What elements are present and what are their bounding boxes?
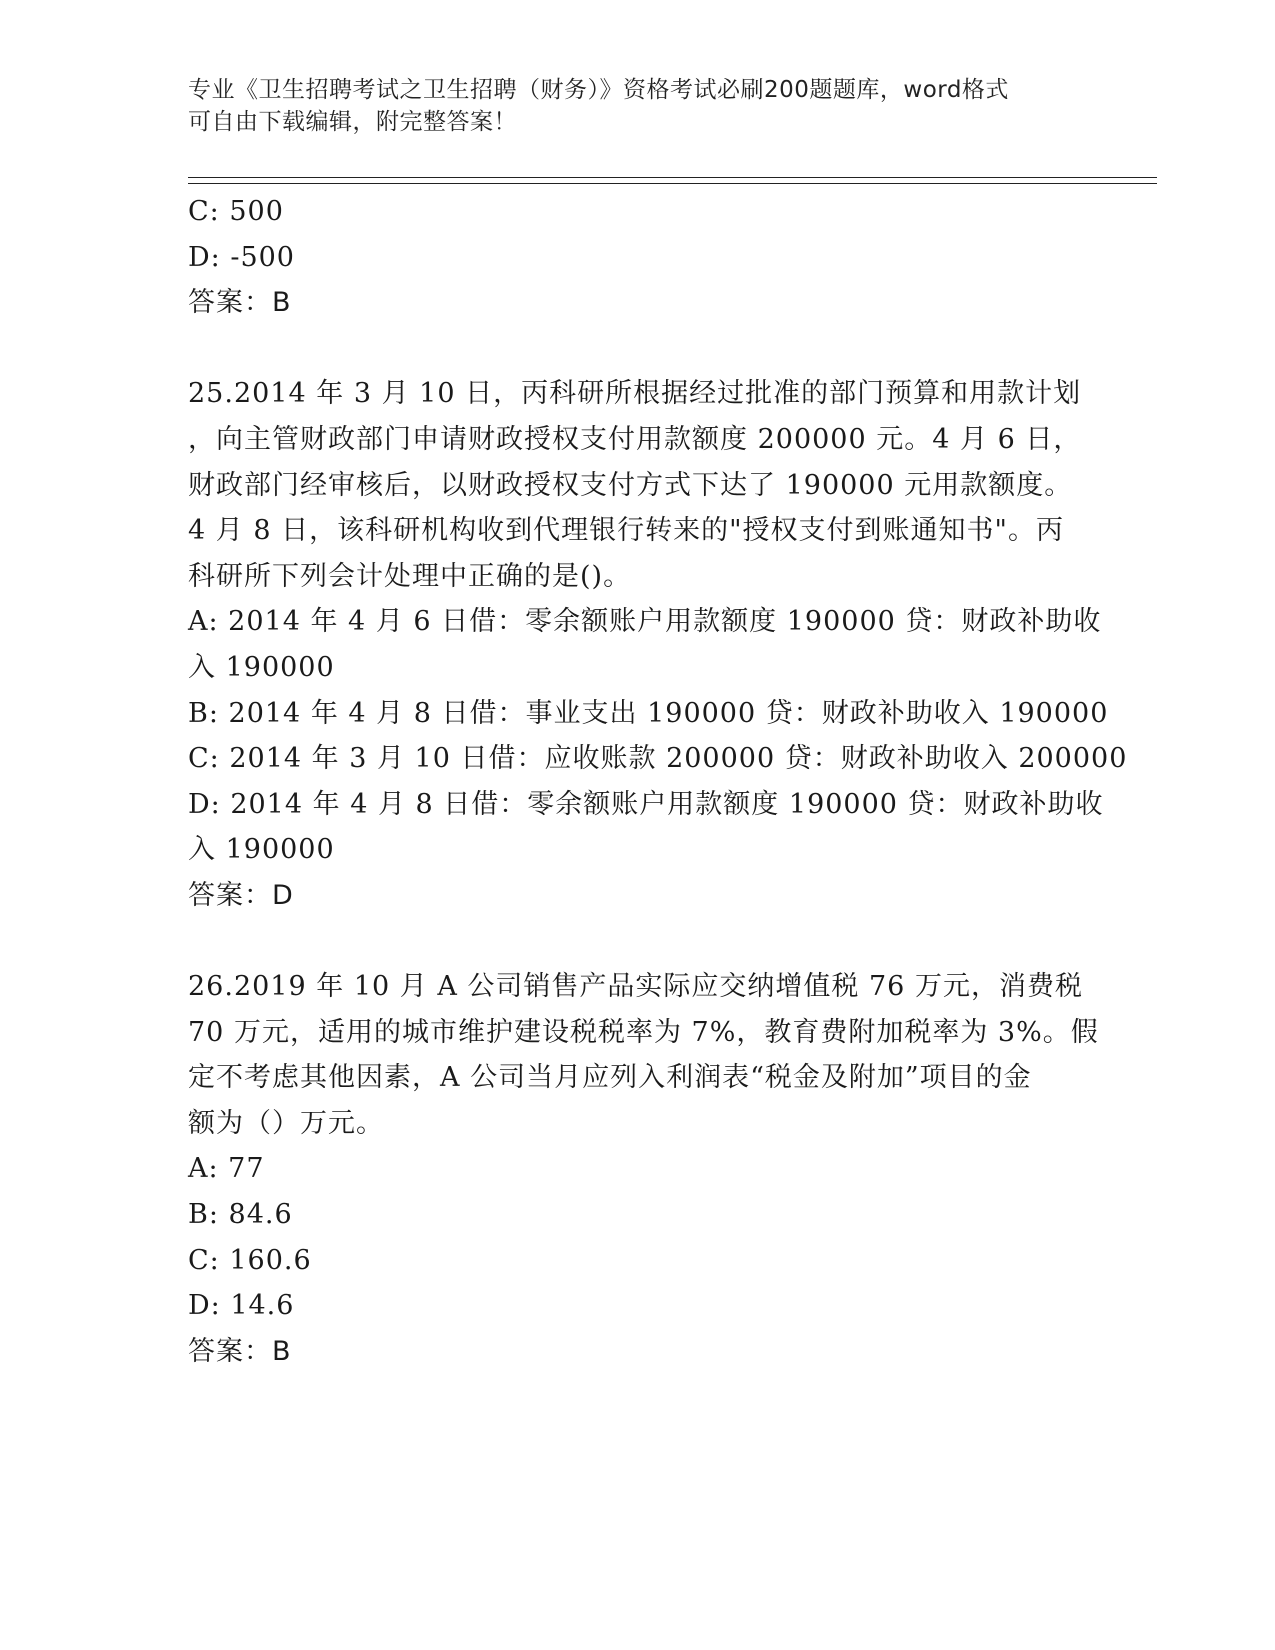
q24-option-d: D: -500	[188, 241, 295, 273]
question-content	[188, 189, 1128, 1374]
q25-option-c: C: 2014 年 3 月 10 日借：应收账款 200000 贷：财政补助收入 200000	[188, 743, 1128, 775]
q26-option-c: C: 160.6	[188, 1244, 312, 1276]
q26-stem-line: 额为（）万元。	[188, 1107, 384, 1139]
q25-stem-line: 科研所下列会计处理中正确的是()。	[188, 560, 632, 592]
q26-option-d: D: 14.6	[188, 1290, 295, 1322]
q25-stem-line: 4 月 8 日，该科研机构收到代理银行转来的"授权支付到账通知书"。丙	[188, 515, 1064, 547]
spacer	[188, 326, 1088, 372]
q25-option-a-continued: 入 190000	[188, 651, 335, 683]
question-25	[188, 371, 1128, 918]
q26-stem-line: 26.2019 年 10 月 A 公司销售产品实际应交纳增值税 76 万元，消费税	[188, 971, 1083, 1003]
document-header	[188, 74, 1088, 138]
q25-stem-line: 25.2014 年 3 月 10 日，丙科研所根据经过批准的部门预算和用款计划	[188, 378, 1082, 410]
spacer	[188, 919, 1088, 965]
q26-stem-line: 70 万元，适用的城市维护建设税税率为 7%，教育费附加税率为 3%。假	[188, 1016, 1099, 1048]
q25-option-d-continued: 入 190000	[188, 834, 335, 866]
q26-option-b: B: 84.6	[188, 1199, 293, 1231]
q25-option-d: D: 2014 年 4 月 8 日借：零余额账户用款额度 190000 贷：财政补助收	[188, 788, 1104, 820]
header-divider-top	[188, 177, 1157, 178]
q25-stem-line: 财政部门经审核后，以财政授权支付方式下达了 190000 元用款额度。	[188, 469, 1073, 501]
header-title-line-1: 专业《卫生招聘考试之卫生招聘（财务）》资格考试必刷200题题库，word格式	[188, 77, 1009, 103]
q26-answer: 答案：B	[188, 1335, 292, 1367]
q25-stem-line: ，向主管财政部门申请财政授权支付用款额度 200000 元。4 月 6 日，	[188, 423, 1082, 455]
header-divider-bottom	[188, 183, 1157, 184]
q26-stem-line: 定不考虑其他因素，A 公司当月应列入利润表“税金及附加”项目的金	[188, 1062, 1032, 1094]
q25-option-a: A: 2014 年 4 月 6 日借：零余额账户用款额度 190000 贷：财政补助收	[188, 606, 1102, 638]
q25-answer: 答案：D	[188, 879, 294, 911]
q24-option-c: C: 500	[188, 196, 284, 227]
q25-option-b: B: 2014 年 4 月 8 日借：事业支出 190000 贷：财政补助收入 190000	[188, 697, 1109, 729]
header-title-line-2: 可自由下载编辑，附完整答案！	[188, 109, 517, 135]
question-26	[188, 964, 1099, 1374]
q24-answer: 答案：B	[188, 287, 292, 319]
q26-option-a: A: 77	[188, 1153, 265, 1185]
